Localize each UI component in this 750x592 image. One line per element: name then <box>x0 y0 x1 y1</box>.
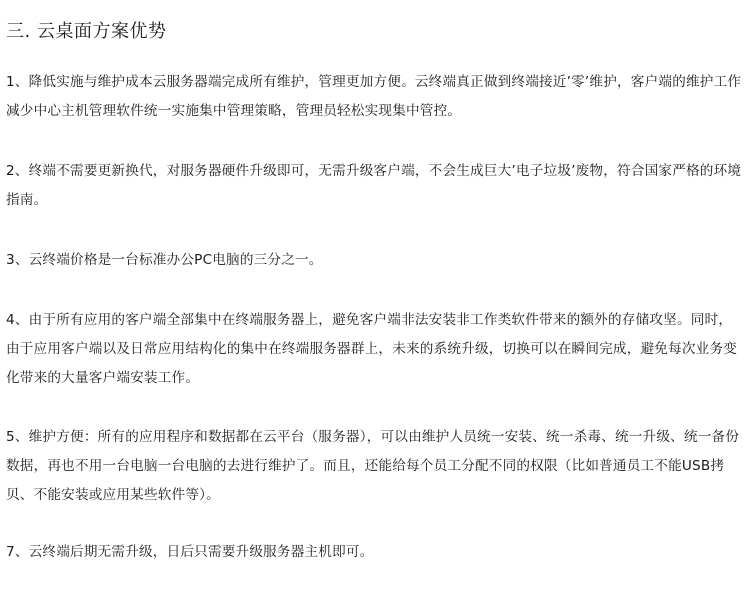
paragraph-centralized-clients: 4、由于所有应用的客户端全部集中在终端服务器上，避免客户端非法安装非工作类软件带来的额外的存储攻坚。同时，由于应用客户端以及日常应用结构化的集中在终端服务器群上，未来的系统升级，切换可以在瞬间完成，避免每次业务变化带来的大量客户端安装工作。 <box>6 312 738 386</box>
paragraph-maintenance: 5、维护方便：所有的应用程序和数据都在云平台（服务器），可以由维护人员统一安装、统一杀毒、统一升级、统一备份数据，再也不用一台电脑一台电脑的去进行维护了。而且，还能给每个员工分配不同的权限（比如普通员工不能USB拷贝、不能安装或应用某些软件等）。 <box>6 429 740 503</box>
paragraph-no-upgrade: 2、终端不需要更新换代，对服务器硬件升级即可，无需升级客户端，不会生成巨大’电子垃圾’废物，符合国家严格的环境指南。 <box>6 163 742 208</box>
section-title: 三. 云桌面方案优势 <box>6 21 167 42</box>
paragraph-cost-reduction: 1、降低实施与维护成本云服务器端完成所有维护，管理更加方便。云终端真正做到终端接近’零’维护，客户端的维护工作减少中心主机管理软件统一实施集中管理策略，管理员轻松实现集中管控。 <box>6 74 742 119</box>
paragraph-future-upgrade: 7、云终端后期无需升级，日后只需要升级服务器主机即可。 <box>6 544 374 560</box>
paragraph-price: 3、云终端价格是一台标准办公PC电脑的三分之一。 <box>6 252 323 268</box>
